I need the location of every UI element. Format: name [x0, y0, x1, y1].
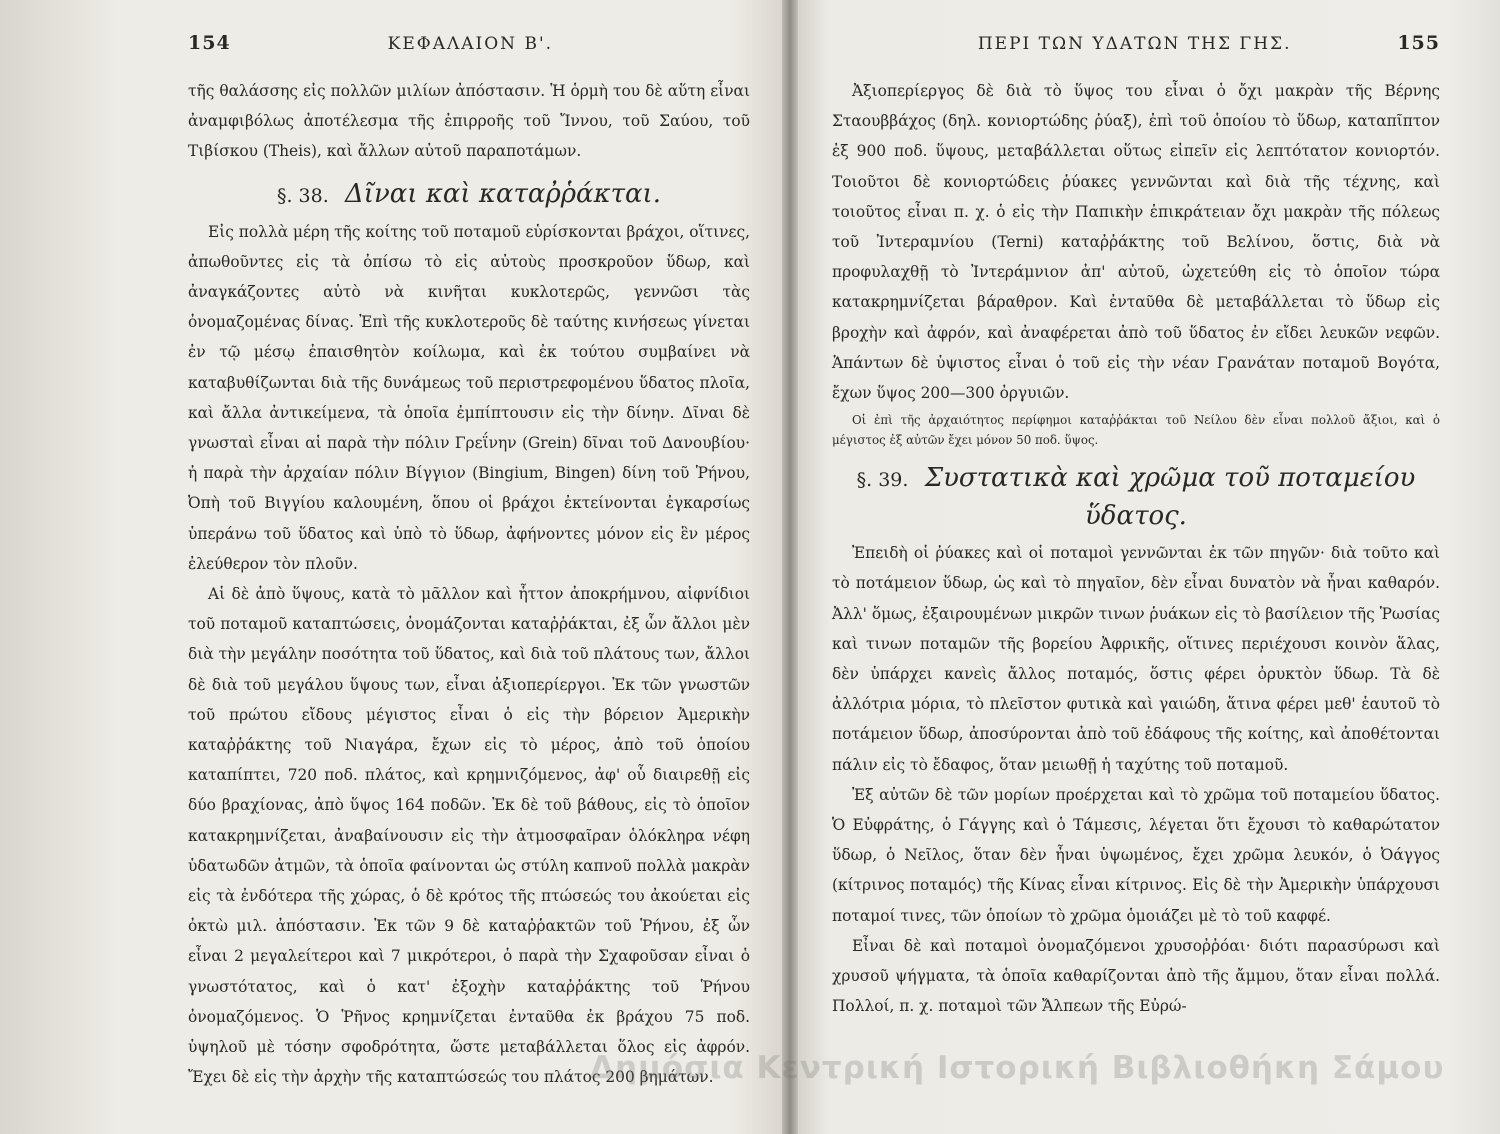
running-head-left: ΚΕΦΑΛΑΙΟΝ Β'.	[387, 34, 554, 54]
book-gutter	[782, 0, 798, 1134]
left-paragraph-1: τῆς θαλάσσης εἰς πολλῶν μιλίων ἀπόστασιν. Ἡ ὁρμὴ του δὲ αὕτη εἶναι ἀναμφιβόλως ἀποτέλεσμα τῆς ἐπιρροῆς τοῦ Ἴννου, τοῦ Σαύου, τοῦ Τιβίσκου (Theis), καὶ ἄλλων αὐτοῦ παραποτάμων.	[188, 82, 750, 161]
right-paragraph-2: Ἐπειδὴ οἱ ῥύακες καὶ οἱ ποταμοὶ γεννῶνται ἐκ τῶν πηγῶν· διὰ τοῦτο καὶ τὸ ποτάμειον ὕδωρ, ὡς καὶ τὸ πηγαῖον, δὲν εἶναι δυνατὸν νὰ ἦναι καθαρόν. Ἀλλ' ὅμως, ἐξαιρουμένων μικρῶν τινων ῥυάκων εἰς τὸ βασίλειον τῆς Ῥωσίας καὶ τινων ποταμῶν τῆς βορείου Ἀφρικῆς, οἵτινες περιέχουσι κοινὸν ἅλας, δὲν ὑπάρχει κανεὶς ἄλλος ποταμός, ὅστις φέρει ὀρυκτὸν ὕδωρ. Τὰ δὲ ἀλλότρια μόρια, τὸ πλεῖστον φυτικὰ καὶ γαιώδη, ἅτινα φέρει μεθ' ἑαυτοῦ τὸ ποτάμειον ὕδωρ, ἀποσύρονται ἀπὸ τοῦ ἐδάφους τῆς κοίτης, καὶ ἀποθέτονται πάλιν εἰς τὸ ἔδαφος, ὅταν μειωθῇ ἡ ταχύτης τοῦ ποταμοῦ.	[832, 544, 1440, 774]
section-38-number: §. 38.	[276, 184, 329, 207]
left-page-header	[188, 32, 750, 54]
section-38-title: Δῖναι καὶ καταῤῥάκται.	[345, 178, 662, 209]
left-paragraph-2: Εἰς πολλὰ μέρη τῆς κοίτης τοῦ ποταμοῦ εὑρίσκονται βράχοι, οἵτινες, ἀπωθοῦντες εἰς τὰ ὀπίσω τὸ εἰς αὐτοὺς προσκροῦον ὕδωρ, καὶ ἀναγκάζοντες αὐτὸ νὰ κινῆται κυκλοτερῶς, γεννῶσι τὰς ὀνομαζομένας δίνας. Ἐπὶ τῆς κυκλοτεροῦς δὲ ταύτης κινήσεως γίνεται ἐν τῷ μέσῳ ἐπαισθητὸν κοίλωμα, καὶ ἐκ τούτου συμβαίνει νὰ καταβυθίζωνται διὰ τῆς δυνάμεως τοῦ περιστρεφομένου ὕδατος πλοῖα, καὶ ἄλλα ἀντικείμενα, τὰ ὁποῖα ἐμπίπτουσιν εἰς τὴν δίνην. Δῖναι δὲ γνωσταὶ εἶναι αἱ παρὰ τὴν πόλιν Γρεΐνην (Grein) δῖναι τοῦ Δανουβίου· ἡ παρὰ τὴν ἀρχαίαν πόλιν Βίγγιον (Bingium, Bingen) δίνη τοῦ Ῥήνου, Ὀπὴ τοῦ Βιγγίου καλουμένη, ὅπου οἱ βράχοι ἐκτείνονται ἐγκαρσίως ὑπεράνω τοῦ ὕδατος καὶ ὑπὸ τὸ ὕδωρ, ἀφήνοντες μόνον εἰς ἓν μέρος ἐλεύθερον τὸν πλοῦν.	[188, 222, 750, 573]
section-39-number: §. 39.	[856, 469, 909, 492]
right-page	[790, 0, 1500, 1134]
right-paragraph-4: Εἶναι δὲ καὶ ποταμοὶ ὀνομαζόμενοι χρυσοῤῥόαι· διότι παρασύρωσι καὶ χρυσοῦ ψήγματα, τὰ ὁποῖα καθαρίζονται ἀπὸ τῆς ἄμμου, ὅταν εἶναι πολλά. Πολλοί, π. χ. ποταμοὶ τῶν Ἄλπεων τῆς Εὐρώ-	[832, 936, 1440, 1016]
footnote: Οἱ ἐπὶ τῆς ἀρχαιότητος περίφημοι καταῤῥάκται τοῦ Νείλου δὲν εἶναι πολλοῦ ἄξιοι, καὶ ὁ μέγιστος ἐξ αὐτῶν ἔχει μόνον 50 ποδ. ὕψος.	[832, 413, 1440, 448]
page-number-right: 155	[1397, 32, 1440, 54]
left-paragraph-3: Αἱ δὲ ἀπὸ ὕψους, κατὰ τὸ μᾶλλον καὶ ἧττον ἀποκρήμνου, αἰφνίδιοι τοῦ ποταμοῦ καταπτώσεις, ὀνομάζονται καταῤῥάκται, ἐξ ὧν ἄλλοι μὲν διὰ τὴν μεγάλην ποσότητα τοῦ ὕδατος, καὶ διὰ τοῦ πλάτους των, ἄλλοι δὲ διὰ τοῦ μεγάλου ὕψους των, εἶναι ἀξιοπερίεργοι. Ἐκ τῶν γνωστῶν τοῦ πρώτου εἴδους μέγιστος εἶναι ὁ εἰς τὴν βόρειον Ἀμερικὴν καταῤῥάκτης τοῦ Νιαγάρα, ἔχων εἰς τὸ μέρος, ἀπὸ τοῦ ὁποίου καταπίπτει, 720 ποδ. πλάτος, καὶ κρημνιζόμενος, ἀφ' οὗ διαιρεθῇ εἰς δύο βραχίονας, ἀπὸ ὕψος 164 ποδῶν. Ἐκ δὲ τοῦ βάθους, εἰς τὸ ὁποῖον κατακρημνίζεται, ἀναβαίνουσιν εἰς τὴν ἀτμοσφαῖραν ὁλόκληρα νέφη ὑδατωδῶν ἀτμῶν, τὰ ὁποῖα φαίνονται ὡς στύλη καπνοῦ πολλὰ μακρὰν εἰς τὰ ἐνδότερα τῆς χώρας, ὁ δὲ κρότος τῆς πτώσεώς του ἀκούεται εἰς ὀκτὼ μιλ. ἀπόστασιν. Ἐκ τῶν 9 δὲ καταῤῥακτῶν τοῦ Ῥήνου, ἐξ ὧν εἶναι 2 μεγαλείτεροι καὶ 7 μικρότεροι, ὁ παρὰ τὴν Σχαφοῦσαν εἶναι ὁ γνωστότατος, καὶ ὁ κατ' ἐξοχὴν καταῤῥάκτης τοῦ Ῥήνου ὀνομαζόμενος. Ὁ Ῥῆνος κρημνίζεται ἐνταῦθα ἐκ βράχου 75 ποδ. ὑψηλοῦ μὲ τόσην σφοδρότητα, ὥστε μεταβάλλεται ὅλος εἰς ἀφρόν. Ἔχει δὲ εἰς τὴν ἀρχὴν τῆς καταπτώσεώς του πλάτος 200 βημάτων.	[188, 585, 750, 1087]
right-paragraph-3: Ἐξ αὐτῶν δὲ τῶν μορίων προέρχεται καὶ τὸ χρῶμα τοῦ ποταμείου ὕδατος. Ὁ Εὐφράτης, ὁ Γάγγης καὶ ὁ Τάμεσις, λέγεται ὅτι ἔχουσι τὸ καθαρώτατον ὕδωρ, ὁ Νεῖλος, ὅταν δὲν ἦναι ὑψωμένος, ἔχει χρῶμα λευκόν, ὁ Ὀάγγος (κίτρινος ποταμός) τῆς Κίνας εἶναι κίτρινος. Εἰς δὲ τὴν Ἀμερικὴν ὑπάρχουσι ποταμοί τινες, τῶν ὁποίων τὸ χρῶμα ὁμοιάζει μὲ τὸ τοῦ καφφέ.	[832, 785, 1440, 925]
library-watermark: Δημόσια Κεντρική Ιστορική Βιβλιοθήκη Σάμου	[590, 1050, 1445, 1086]
section-39-title: Συστατικὰ καὶ χρῶμα τοῦ ποταμείου ὕδατος.	[924, 463, 1416, 532]
right-paragraph-1: Ἀξιοπερίεργος δὲ διὰ τὸ ὕψος του εἶναι ὁ ὄχι μακρὰν τῆς Βέρνης Σταουββάχος (δηλ. κονιορτώδης ῥύαξ), ἐπὶ τοῦ ὁποίου τὸ ὕδωρ, καταπῖπτον ἐξ 900 ποδ. ὕψους, μεταβάλλεται οὕτως εἰπεῖν εἰς λεπτότατον κονιορτόν. Τοιοῦτοι δὲ κονιορτώδεις ῥύακες γεννῶνται καὶ διὰ τῆς τέχνης, καὶ τοιοῦτος εἶναι π. χ. ὁ εἰς τὴν Παπικὴν ἐπικράτειαν ὄχι μακρὰν τῆς πόλεως τοῦ Ἰντεραμνίου (Terni) καταῤῥάκτης τοῦ Βελίνου, ὅστις, διὰ νὰ προφυλαχθῇ τὸ Ἰντεράμνιον ἀπ' αὐτοῦ, ὠχετεύθη εἰς τὸ ὁποῖον τώρα κατακρημνίζεται βάραθρον. Καὶ ἐνταῦθα δὲ μεταβάλλεται τὸ ὕδωρ εἰς βροχὴν καὶ ἀφρόν, καὶ ἀναφέρεται ἀπὸ τοῦ ὕδατος ἐν εἴδει λευκῶν νεφῶν. Ἁπάντων δὲ ὑψιστος εἶναι ὁ τοῦ εἰς τὴν νέαν Γρανάταν ποταμοῦ Βογότα, ἔχων ὕψος 200—300 ὀργυιῶν.	[832, 82, 1440, 403]
section-38-heading	[188, 177, 750, 213]
section-39-heading	[832, 460, 1440, 534]
page-number-left: 154	[188, 32, 231, 54]
running-head-right: ΠΕΡΙ ΤΩΝ ΥΔΑΤΩΝ ΤΗΣ ΓΗΣ.	[977, 34, 1292, 54]
right-page-header	[832, 32, 1440, 54]
